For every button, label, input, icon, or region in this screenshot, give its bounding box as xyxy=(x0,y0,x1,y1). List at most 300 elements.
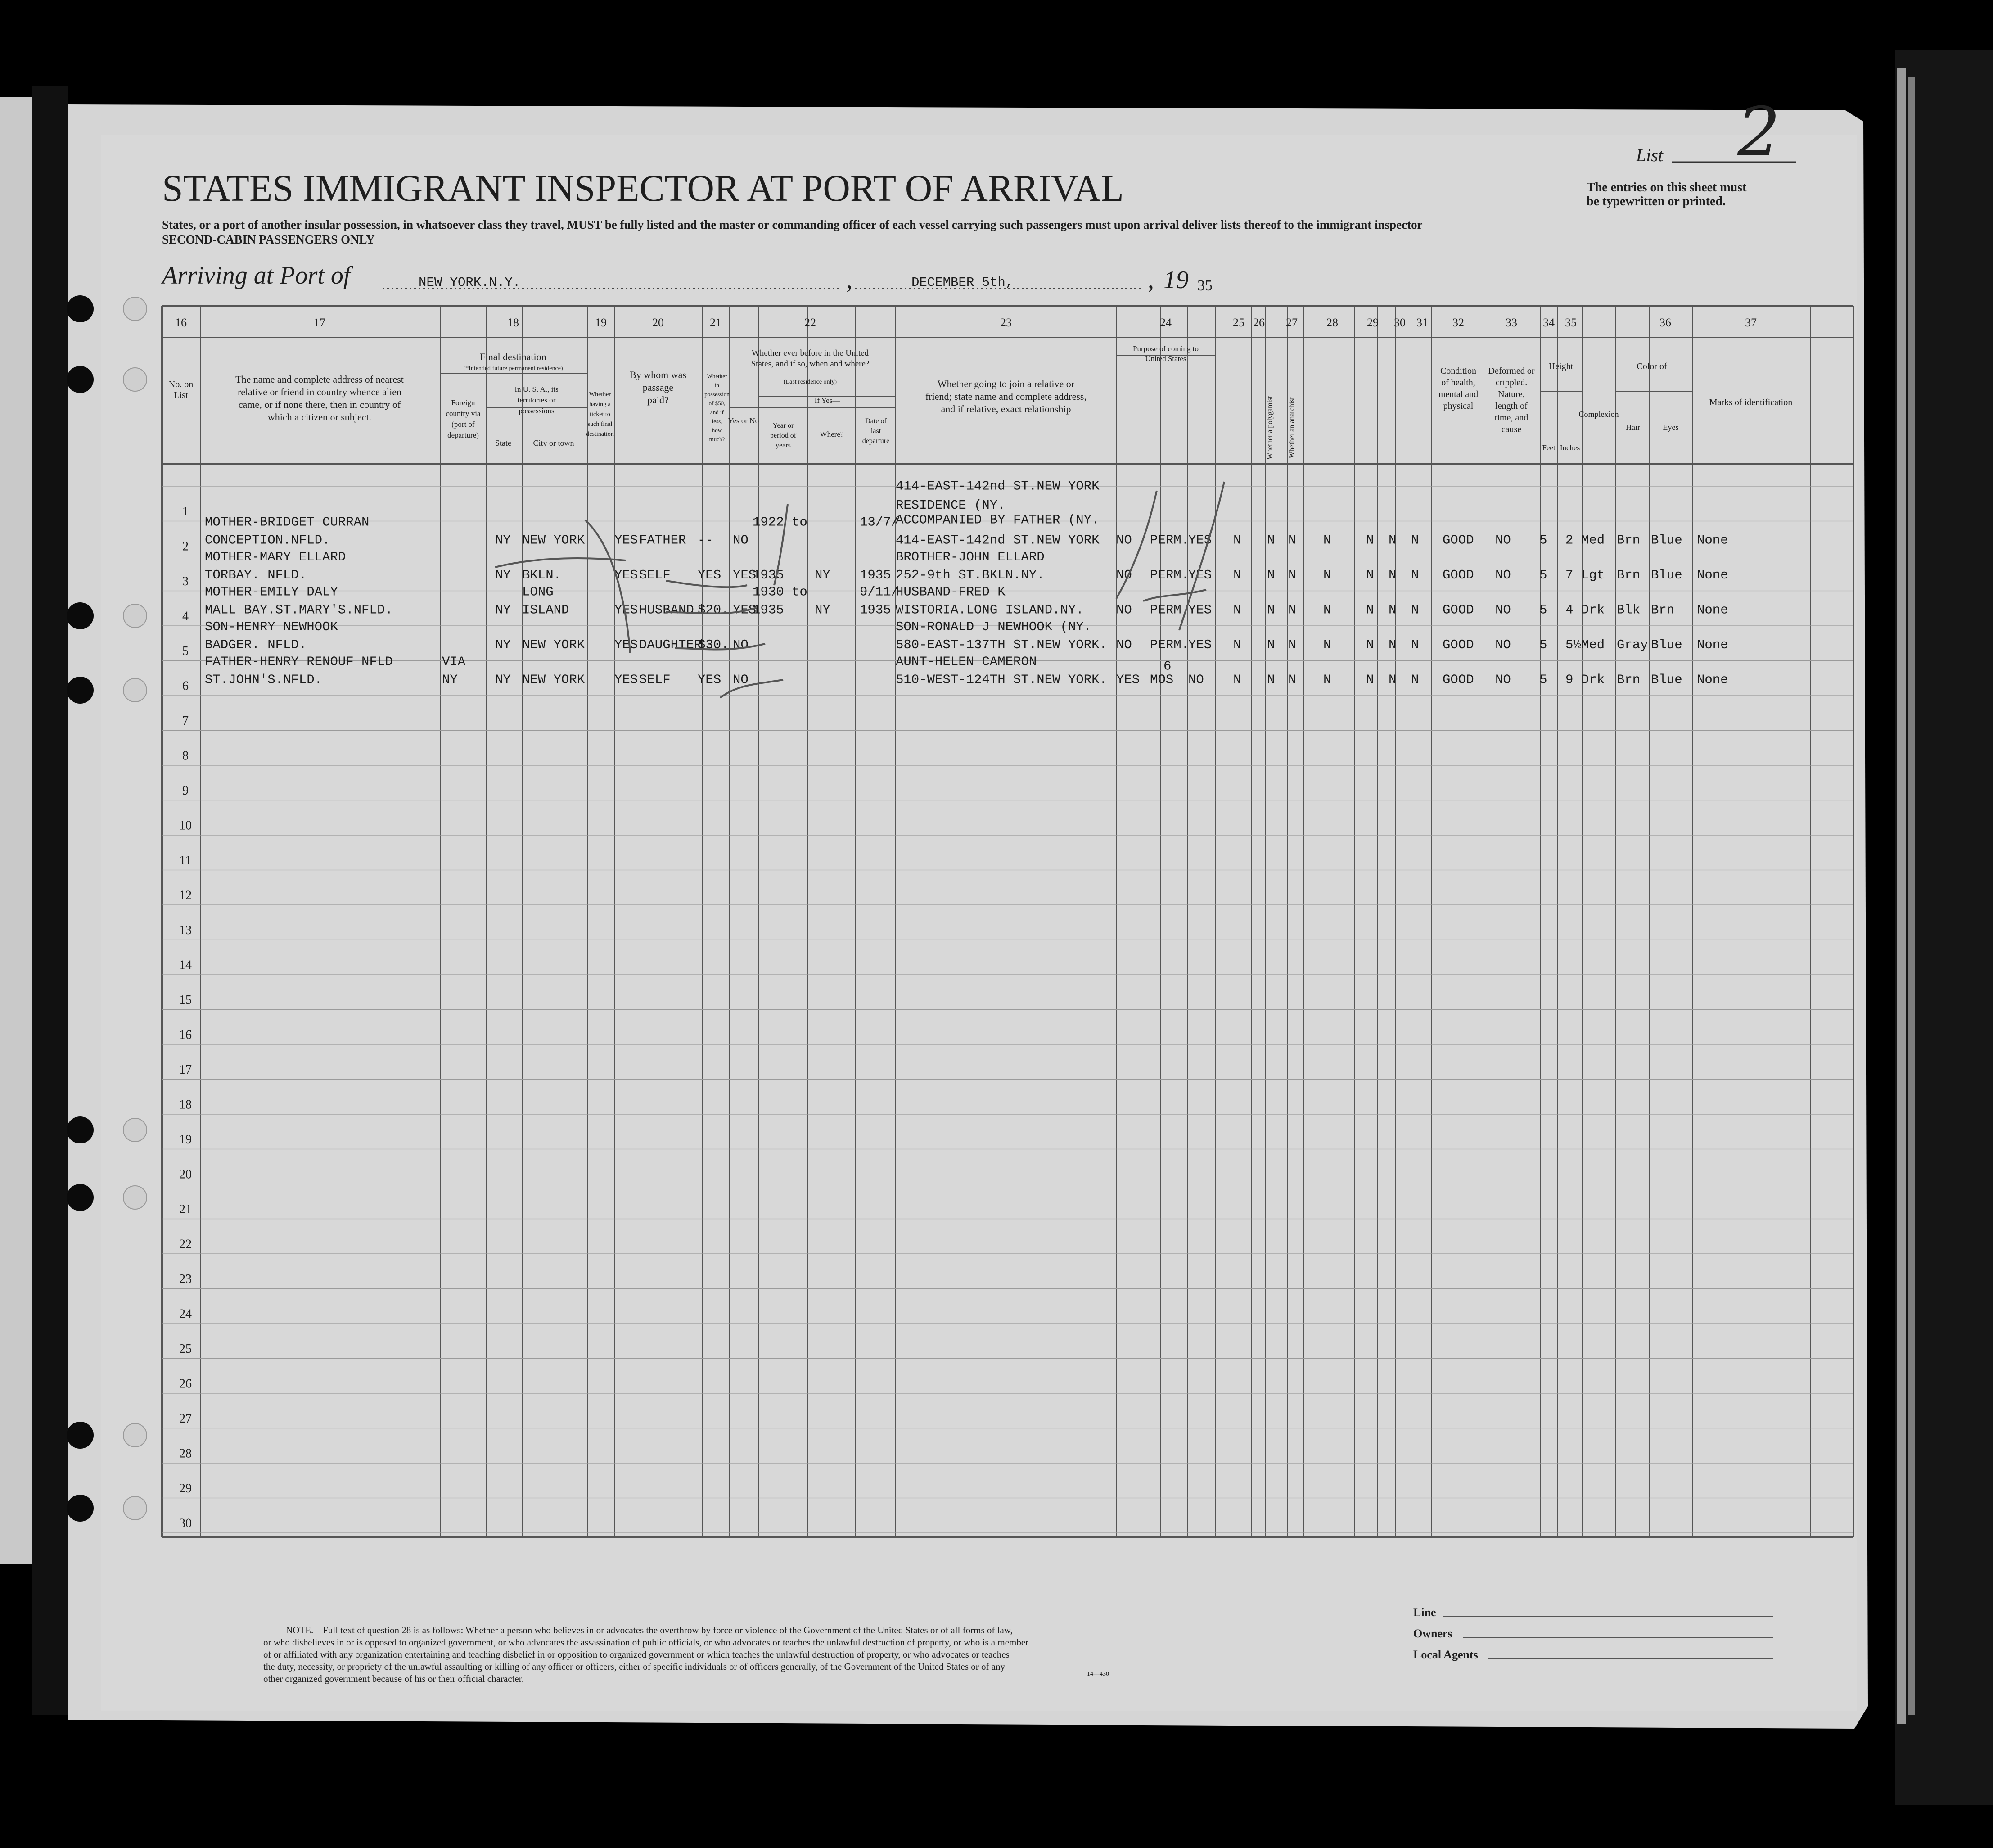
header-ever-before: States, and if so, when and where? xyxy=(751,359,870,369)
row-2-hair: Brn xyxy=(1617,533,1641,548)
header-health: mental and xyxy=(1438,389,1479,399)
column-number: 22 xyxy=(804,316,816,329)
header-purpose: Purpose of coming to xyxy=(1133,344,1199,353)
row-4-relative-address: MALL BAY.ST.MARY'S.NFLD. xyxy=(205,602,393,618)
header-ticket: ticket to xyxy=(590,411,610,418)
row-4-c30: N xyxy=(1389,602,1397,618)
row-5-join-name: SON-RONALD J NEWHOOK (NY. xyxy=(896,619,1092,634)
row-5-length: PERM. xyxy=(1150,637,1190,652)
row-3-feet: 5 xyxy=(1539,568,1547,583)
header-marks: Marks of identification xyxy=(1709,398,1793,407)
row-6-c29: N xyxy=(1366,672,1374,687)
header-color-of: Color of— xyxy=(1637,361,1676,371)
header-money: how xyxy=(712,427,722,434)
header-join-relative: Whether going to join a relative or xyxy=(937,378,1075,389)
page-title: STATES IMMIGRANT INSPECTOR AT PORT OF ARRIVAL xyxy=(162,167,1124,209)
header-anarchist: Whether an anarchist xyxy=(1288,397,1296,458)
row-5-city: NEW YORK xyxy=(522,637,585,652)
row-6-hair: Brn xyxy=(1617,672,1641,687)
row-6-inches: 9 xyxy=(1565,672,1574,687)
row-4-ticket: YES xyxy=(614,602,638,618)
header-eyes: Eyes xyxy=(1663,423,1679,432)
row-4-c31: N xyxy=(1411,602,1419,618)
column-number: 25 xyxy=(1233,316,1244,329)
row-3-purpose: NO xyxy=(1116,568,1132,583)
row-3-depart: 1935 xyxy=(860,568,891,583)
row-2-relative: MOTHER-BRIDGET CURRAN xyxy=(205,515,370,530)
row-6-c31: N xyxy=(1411,672,1419,687)
row-2-c25: N xyxy=(1233,533,1241,548)
local-agents-label: Local Agents xyxy=(1413,1648,1478,1661)
row-5-intend: YES xyxy=(1188,637,1212,652)
row-4-relative: MOTHER-EMILY DALY xyxy=(205,584,338,600)
row-3-c29: N xyxy=(1366,568,1374,583)
footnote-line-4: the duty, necessity, or propriety of the unlawful assaulting or killing of any officer or officers, either of specific individuals or of officers generally, of the Government of the United States or of any xyxy=(263,1661,1006,1672)
column-number: 18 xyxy=(507,316,519,329)
column-number: 16 xyxy=(175,316,187,329)
row-6-health: GOOD xyxy=(1443,672,1474,687)
row-3-relative: MOTHER-MARY ELLARD xyxy=(205,550,346,565)
row-4-eyes: Brn xyxy=(1651,602,1675,618)
row-4-health: GOOD xyxy=(1443,602,1474,618)
row-2-feet: 5 xyxy=(1539,533,1547,548)
row-3-complexion: Lgt xyxy=(1581,568,1605,583)
header-final-destination: Final destination xyxy=(480,351,546,362)
row-3-city: BKLN. xyxy=(522,568,562,583)
column-number: 23 xyxy=(1000,316,1012,329)
row-2-deformed: NO xyxy=(1495,533,1511,548)
list-label: List xyxy=(1636,145,1664,165)
header-money: Whether xyxy=(707,373,727,380)
row-3-c28: N xyxy=(1323,568,1331,583)
row-number: 19 xyxy=(179,1133,192,1147)
row-5-eyes: Blue xyxy=(1651,637,1682,652)
row-4-city-top: LONG xyxy=(522,584,554,600)
row-3-c25: N xyxy=(1233,568,1241,583)
row-3-ticket: YES xyxy=(614,568,638,583)
row-4-marks: None xyxy=(1697,602,1728,618)
row-2-ticket: YES xyxy=(614,533,638,548)
row-4-anar: N xyxy=(1288,602,1296,618)
row-5-c31: N xyxy=(1411,637,1419,652)
row-5-marks: None xyxy=(1697,637,1728,652)
row-2-depart: 13/7/ xyxy=(860,515,899,530)
row-4-length: PERM. xyxy=(1150,602,1190,618)
header-where: Where? xyxy=(820,430,844,438)
row-2-paid: FATHER xyxy=(639,533,686,548)
header-nearest-relative: The name and complete address of nearest xyxy=(235,374,404,385)
row-2-years: 1922 to xyxy=(753,515,807,530)
row-number: 22 xyxy=(179,1237,192,1252)
row-2-anar: N xyxy=(1288,533,1296,548)
row-4-inches: 4 xyxy=(1565,602,1574,618)
column-number: 20 xyxy=(652,316,664,329)
header-money: less, xyxy=(712,418,722,425)
header-deformed: cause xyxy=(1501,425,1522,434)
row-2-state: NY xyxy=(495,533,511,548)
header-deformed: Nature, xyxy=(1498,389,1525,399)
row-5-c28: N xyxy=(1323,637,1331,652)
row-number: 14 xyxy=(179,958,192,972)
column-number: 36 xyxy=(1659,316,1671,329)
port-value: NEW YORK.N.Y. xyxy=(419,275,521,290)
column-number: 35 xyxy=(1565,316,1577,329)
row-6-ticket: YES xyxy=(614,672,638,687)
footnote-line-1: NOTE.—Full text of question 28 is as follows: Whether a person who believes in or advocates the overthrow by force or violence of the Government of the United States or of all forms of law, xyxy=(286,1625,1013,1636)
row-6-eyes: Blue xyxy=(1651,672,1682,687)
year-suffix: 35 xyxy=(1197,277,1213,294)
typewritten-note-1: The entries on this sheet must xyxy=(1587,181,1747,194)
column-number: 33 xyxy=(1506,316,1517,329)
row-number: 23 xyxy=(179,1272,192,1286)
header-money: much? xyxy=(709,436,725,443)
row-2-c28: N xyxy=(1323,533,1331,548)
header-passage-paid: By whom was xyxy=(630,369,686,380)
header-ticket: Whether xyxy=(589,391,611,398)
row-6-complexion: Drk xyxy=(1581,672,1605,687)
column-number: 31 xyxy=(1416,316,1428,329)
row-2-complexion: Med xyxy=(1581,533,1605,548)
row-number: 5 xyxy=(182,644,189,658)
header-feet: Feet xyxy=(1542,443,1556,452)
row-1-join: RESIDENCE (NY. xyxy=(896,498,1006,513)
row-3-health: GOOD xyxy=(1443,568,1474,583)
header-health: of health, xyxy=(1441,378,1475,388)
column-number: 27 xyxy=(1286,316,1298,329)
row-3-inches: 7 xyxy=(1565,568,1574,583)
form-number: 14—430 xyxy=(1087,1671,1109,1677)
year-prefix: 19 xyxy=(1163,266,1189,294)
row-5-purpose: NO xyxy=(1116,637,1132,652)
row-5-health: GOOD xyxy=(1443,637,1474,652)
header-years: period of xyxy=(770,432,797,439)
header-years: Year or xyxy=(772,422,794,429)
row-3-intend: YES xyxy=(1188,568,1212,583)
header-complexion: Complexion xyxy=(1578,410,1619,419)
footnote-line-5: other organized government because of his or their official character. xyxy=(263,1673,524,1684)
column-number: 24 xyxy=(1160,316,1172,329)
header-money: possession xyxy=(704,391,730,398)
header-height: Height xyxy=(1548,361,1574,371)
header-polygamist: Whether a polygamist xyxy=(1266,396,1274,460)
row-4-money: $20. xyxy=(698,602,729,618)
header-if-yes: If Yes— xyxy=(814,396,840,405)
header-final-destination-sub: (*Intended future permanent residence) xyxy=(463,365,563,372)
row-4-paid: HUSBAND xyxy=(639,602,694,618)
header-join-relative: and if relative, exact relationship xyxy=(941,403,1071,415)
column-number: 29 xyxy=(1367,316,1379,329)
column-number: 34 xyxy=(1543,316,1555,329)
row-4-feet: 5 xyxy=(1539,602,1547,618)
row-6-money: YES xyxy=(698,672,721,687)
row-6-marks: None xyxy=(1697,672,1728,687)
row-2-health: GOOD xyxy=(1443,533,1474,548)
row-number: 8 xyxy=(182,749,189,763)
header-foreign-country: (port of xyxy=(451,420,475,429)
header-deformed: Deformed or xyxy=(1488,366,1535,376)
row-6-c28: N xyxy=(1323,672,1331,687)
row-6-deformed: NO xyxy=(1495,672,1511,687)
row-number: 30 xyxy=(179,1516,192,1531)
row-5-hair: Gray xyxy=(1617,637,1648,652)
header-inches: Inches xyxy=(1560,443,1580,452)
row-4-state: NY xyxy=(495,602,511,618)
row-2-c30: N xyxy=(1389,533,1397,548)
row-3-length: PERM. xyxy=(1150,568,1190,583)
row-6-state: NY xyxy=(495,672,511,687)
header-last-departure: last xyxy=(870,427,881,435)
row-number: 27 xyxy=(179,1412,192,1426)
row-number: 21 xyxy=(179,1202,192,1216)
header-money: in xyxy=(714,382,720,389)
header-hair: Hair xyxy=(1626,423,1640,432)
row-5-state: NY xyxy=(495,637,511,652)
header-health: physical xyxy=(1443,401,1474,411)
header-nearest-relative: which a citizen or subject. xyxy=(267,411,372,423)
arriving-label: Arriving at Port of xyxy=(162,262,351,289)
row-number: 18 xyxy=(179,1098,192,1112)
header-no-on-list: No. on xyxy=(168,380,194,389)
row-4-poly: N xyxy=(1267,602,1275,618)
row-5-c30: N xyxy=(1389,637,1397,652)
row-4-city: ISLAND xyxy=(522,602,569,618)
row-2-intend: YES xyxy=(1188,533,1212,548)
row-number: 7 xyxy=(182,714,189,728)
row-3-years: 1935 xyxy=(753,568,784,583)
row-number: 9 xyxy=(182,784,189,798)
header-deformed: length of xyxy=(1495,401,1528,411)
row-number: 25 xyxy=(179,1342,192,1356)
row-number: 3 xyxy=(182,574,189,588)
row-4-intend: YES xyxy=(1188,602,1212,618)
row-number: 10 xyxy=(179,818,192,833)
row-3-before: YES xyxy=(733,568,757,583)
row-number: 12 xyxy=(179,888,192,903)
header-money: of $50, xyxy=(708,400,726,407)
row-4-join: WISTORIA.LONG ISLAND.NY. xyxy=(896,602,1084,618)
row-3-c31: N xyxy=(1411,568,1419,583)
row-3-paid: SELF xyxy=(639,568,671,583)
row-5-relative-address: BADGER. NFLD. xyxy=(205,637,307,652)
row-2-c29: N xyxy=(1366,533,1374,548)
row-6-foreign-port: NY xyxy=(442,672,458,687)
column-number: 37 xyxy=(1745,316,1757,329)
row-6-relative: FATHER-HENRY RENOUF NFLD xyxy=(205,654,393,669)
row-5-poly: N xyxy=(1267,637,1275,652)
row-2-join: 414-EAST-142nd ST.NEW YORK xyxy=(896,533,1100,548)
row-3-where: NY xyxy=(815,568,830,583)
header-passage-paid: passage xyxy=(642,382,674,393)
row-number: 15 xyxy=(179,993,192,1007)
header-ticket: such final xyxy=(587,421,613,428)
header-ever-before: Whether ever before in the United xyxy=(751,348,869,358)
row-number: 4 xyxy=(182,609,189,624)
header-passage-paid: paid? xyxy=(647,394,669,406)
row-3-eyes: Blue xyxy=(1651,568,1682,583)
row-2-marks: None xyxy=(1697,533,1728,548)
row-number: 17 xyxy=(179,1063,192,1077)
row-6-paid: SELF xyxy=(639,672,671,687)
header-health: Condition xyxy=(1440,366,1477,376)
header-last-departure: departure xyxy=(862,437,890,445)
adjacent-page-edge xyxy=(0,97,32,1564)
row-6-length-top: 6 xyxy=(1163,659,1172,674)
column-number: 32 xyxy=(1452,316,1464,329)
row-number: 26 xyxy=(179,1377,192,1391)
row-5-before: NO xyxy=(733,637,749,652)
header-deformed: time, and xyxy=(1494,413,1529,423)
row-number: 29 xyxy=(179,1482,192,1496)
row-number: 2 xyxy=(182,539,189,554)
page-stack-edge xyxy=(1897,68,1906,1724)
row-6-anar: N xyxy=(1288,672,1296,687)
header-no-on-list: List xyxy=(174,390,188,400)
row-2-length: PERM. xyxy=(1150,533,1190,548)
column-number: 30 xyxy=(1394,316,1406,329)
row-3-marks: None xyxy=(1697,568,1728,583)
row-4-deformed: NO xyxy=(1495,602,1511,618)
row-number: 24 xyxy=(179,1307,192,1321)
row-6-purpose: YES xyxy=(1116,672,1140,687)
header-deformed: crippled. xyxy=(1495,378,1528,388)
header-years: years xyxy=(776,442,791,449)
binding-gutter xyxy=(32,86,68,1715)
row-3-join-name: BROTHER-JOHN ELLARD xyxy=(896,550,1045,565)
row-number: 13 xyxy=(179,923,192,937)
header-ticket: destination xyxy=(586,431,614,438)
instructions-line: States, or a port of another insular possession, in whatsoever class they travel, MUST be fully listed and the master or commanding officer of each vessel carrying such passengers must upon arrival deliver lists thereof to the immigrant inspector xyxy=(162,218,1423,231)
row-4-depart: 1935 xyxy=(860,602,891,618)
row-5-ticket: YES xyxy=(614,637,638,652)
row-6-relative-address: ST.JOHN'S.NFLD. xyxy=(205,672,323,687)
header-in-usa: possessions xyxy=(519,407,555,415)
svg-text:,: , xyxy=(1148,266,1154,294)
row-5-join: 580-EAST-137TH ST.NEW YORK. xyxy=(896,637,1107,652)
row-5-money: $30. xyxy=(698,637,729,652)
row-5-anar: N xyxy=(1288,637,1296,652)
header-purpose: United States xyxy=(1145,354,1186,363)
row-number: 16 xyxy=(179,1028,192,1042)
header-city: City or town xyxy=(533,438,574,447)
header-ever-before-sub: (Last residence only) xyxy=(783,379,837,385)
row-6-length: MOS xyxy=(1150,672,1174,687)
column-number: 21 xyxy=(710,316,721,329)
row-5-relative: SON-HENRY NEWHOOK xyxy=(205,619,338,634)
owners-label: Owners xyxy=(1413,1627,1452,1640)
row-6-city: NEW YORK xyxy=(522,672,585,687)
header-nearest-relative: relative or friend in country whence alien xyxy=(237,386,402,398)
list-number: 2 xyxy=(1737,93,1781,172)
header-foreign-country: departure) xyxy=(447,431,479,439)
footnote-line-3: of or affiliated with any organization entertaining and teaching disbelief in or opposition to organized government or which teaches the unlawful destruction of property, or who advocates or teaches xyxy=(263,1649,1010,1660)
row-3-hair: Brn xyxy=(1617,568,1641,583)
row-2-purpose: NO xyxy=(1116,533,1132,548)
header-join-relative: friend; state name and complete address, xyxy=(925,391,1087,402)
header-nearest-relative: came, or if none there, then in country of xyxy=(238,399,401,410)
row-6-via: VIA xyxy=(442,654,466,669)
header-ticket: having a xyxy=(589,401,611,408)
class-line: SECOND-CABIN PASSENGERS ONLY xyxy=(162,233,375,246)
column-number: 26 xyxy=(1253,316,1265,329)
row-3-c30: N xyxy=(1389,568,1397,583)
row-4-purpose: NO xyxy=(1116,602,1132,618)
row-2-inches: 2 xyxy=(1565,533,1574,548)
column-number: 17 xyxy=(314,316,325,329)
row-4-join-name: HUSBAND-FRED K xyxy=(896,584,1006,600)
header-yes-no: Yes or No xyxy=(728,416,759,425)
row-6-c25: N xyxy=(1233,672,1241,687)
header-last-departure: Date of xyxy=(865,417,887,425)
row-5-inches: 5½ xyxy=(1565,637,1581,652)
row-3-money: YES xyxy=(698,568,721,583)
header-state: State xyxy=(495,438,511,447)
row-2-city: NEW YORK xyxy=(522,533,585,548)
row-4-years: 1935 xyxy=(753,602,784,618)
row-5-complexion: Med xyxy=(1581,637,1605,652)
row-2-join-address-prev: 414-EAST-142nd ST.NEW YORK xyxy=(896,479,1100,494)
row-2-money: -- xyxy=(698,533,713,548)
row-5-feet: 5 xyxy=(1539,637,1547,652)
typewritten-note-2: be typewritten or printed. xyxy=(1587,194,1726,208)
row-6-join-name: AUNT-HELEN CAMERON xyxy=(896,654,1037,669)
row-4-c25: N xyxy=(1233,602,1241,618)
column-number: 28 xyxy=(1326,316,1338,329)
row-6-feet: 5 xyxy=(1539,672,1547,687)
row-2-poly: N xyxy=(1267,533,1275,548)
row-2-relative-address: CONCEPTION.NFLD. xyxy=(205,533,330,548)
header-in-usa: In U. S. A., its xyxy=(514,385,559,393)
row-number: 28 xyxy=(179,1446,192,1461)
row-6-c30: N xyxy=(1389,672,1397,687)
row-5-c29: N xyxy=(1366,637,1374,652)
row-2-c31: N xyxy=(1411,533,1419,548)
row-4-before: YES xyxy=(733,602,757,618)
svg-text:,: , xyxy=(846,266,852,294)
row-6-before: NO xyxy=(733,672,749,687)
row-number: 20 xyxy=(179,1167,192,1182)
line-label: Line xyxy=(1413,1606,1436,1619)
row-4-depart-top: 9/11/ xyxy=(860,584,899,600)
header-money: and if xyxy=(710,409,724,416)
row-3-anar: N xyxy=(1288,568,1296,583)
row-3-state: NY xyxy=(495,568,511,583)
row-4-c28: N xyxy=(1323,602,1331,618)
row-4-c29: N xyxy=(1366,602,1374,618)
row-4-hair: Blk xyxy=(1617,602,1641,618)
row-5-c25: N xyxy=(1233,637,1241,652)
row-5-deformed: NO xyxy=(1495,637,1511,652)
row-number: 1 xyxy=(182,505,189,519)
row-3-relative-address: TORBAY. NFLD. xyxy=(205,568,307,583)
row-4-complexion: Drk xyxy=(1581,602,1605,618)
row-2-eyes: Blue xyxy=(1651,533,1682,548)
row-3-deformed: NO xyxy=(1495,568,1511,583)
row-6-join: 510-WEST-124TH ST.NEW YORK. xyxy=(896,672,1107,687)
row-3-poly: N xyxy=(1267,568,1275,583)
row-3-join: 252-9th ST.BKLN.NY. xyxy=(896,568,1045,583)
row-number: 11 xyxy=(179,854,192,868)
column-number: 19 xyxy=(595,316,607,329)
row-2-before: NO xyxy=(733,533,749,548)
row-2-accompanied: ACCOMPANIED BY FATHER (NY. xyxy=(896,512,1100,528)
row-4-where: NY xyxy=(815,602,830,618)
row-4-years-top: 1930 to xyxy=(753,584,807,600)
header-foreign-country: Foreign xyxy=(451,398,475,407)
row-number: 6 xyxy=(182,679,189,693)
header-foreign-country: country via xyxy=(446,409,481,418)
row-6-intend: NO xyxy=(1188,672,1204,687)
row-5-paid: DAUGHTER xyxy=(639,637,702,652)
